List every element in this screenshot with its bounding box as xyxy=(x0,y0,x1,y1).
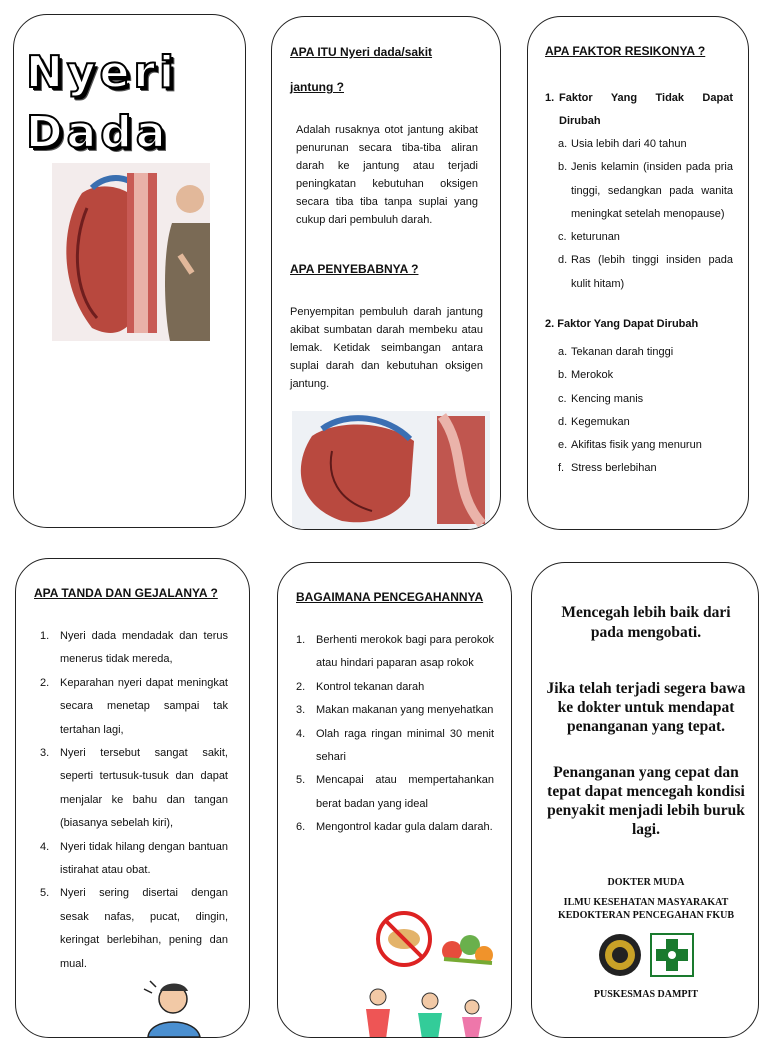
apa-itu-panel xyxy=(271,16,501,530)
apa-itu-heading-line1: APA ITU Nyeri dada/sakit xyxy=(290,45,433,59)
list-item: f. Stress berlebihan xyxy=(558,462,657,475)
list-item: e. Akifitas fisik yang menurun xyxy=(558,439,702,452)
pencegahan-heading: BAGAIMANA PENCEGAHANNYA xyxy=(296,590,484,604)
penutup-text-2: Jika telah terjadi segera bawa ke dokter untuk mendapat penanganan yang tepat. xyxy=(546,680,746,735)
faktor-group2-label: Faktor Yang Dapat Dirubah xyxy=(557,318,699,330)
list-item: a. Usia lebih dari 40 tahun xyxy=(558,138,687,150)
list-item: 1. Nyeri dada mendadak dan terus menerus tidak mereda, xyxy=(40,630,228,666)
gejala-list xyxy=(40,625,228,976)
list-item: b. Merokok xyxy=(558,369,614,382)
faktor-group2-num: 2. xyxy=(545,318,555,330)
gejala-heading: APA TANDA DAN GEJALANYA ? xyxy=(34,586,218,600)
cover-panel xyxy=(13,14,246,528)
faktor-group1-num: 1. xyxy=(545,92,555,104)
list-item: c. Kencing manis xyxy=(558,392,644,405)
apa-itu-heading-line2: jantung ? xyxy=(290,80,344,94)
university-logo-icon xyxy=(598,933,642,977)
list-item: 2. Keparahan nyeri dapat meningkat secara menetap sampai tak tertahan lagi, xyxy=(40,676,228,736)
heart-artery-image xyxy=(292,411,490,529)
gejala-panel xyxy=(15,558,250,1038)
penutup-text-1: Mencegah lebih baik dari pada mengobati. xyxy=(561,604,731,641)
org-fkub: KEDOKTERAN PENCEGAHAN FKUB xyxy=(557,910,735,921)
org-dokter-muda: DOKTER MUDA xyxy=(607,877,685,888)
apa-itu-text: Adalah rusaknya otot jantung akibat penurunan secara tiba-tiba aliran darah ke jantung atau terjadi peningkatan kebutuhan oksigen secara tiba tiba tanpa suplai yang cukup dari pembuluh darah. xyxy=(296,124,478,226)
penutup-text-3: Penanganan yang cepat dan tepat dapat mencegah kondisi penyakit menjadi lebih buruk lagi. xyxy=(547,764,745,838)
list-item: d. Ras (lebih tinggi insiden pada kulit hitam) xyxy=(558,254,733,290)
list-item: 3. Makan makanan yang menyehatkan xyxy=(296,704,494,717)
pencegahan-panel xyxy=(277,562,512,1038)
faktor-group2-list xyxy=(558,341,733,481)
faktor-group1-line2: Dirubah xyxy=(559,115,601,127)
faktor-group1-title xyxy=(545,87,733,133)
no-junk-food-image xyxy=(374,909,500,973)
list-item: d. Kegemukan xyxy=(558,415,630,428)
faktor-group1-line1: Faktor Yang Tidak Dapat xyxy=(559,92,733,104)
list-item: 5. Nyeri sering disertai dengan sesak nafas, pucat, dingin, keringat berlebihan, pening dan mual. xyxy=(40,887,228,970)
org-ikm: ILMU KESEHATAN MASYARAKAT xyxy=(563,897,729,908)
list-item: 3. Nyeri tersebut sangat sakit, seperti tertusuk-tusuk dan dapat menjalar ke bahu dan tangan (biasanya sebelah kiri), xyxy=(40,747,228,830)
pencegahan-list xyxy=(296,629,494,840)
penyebab-text: Penyempitan pembuluh darah jantung akibat sumbatan darah membeku atau lemak. Ketidak seimbangan antara suplai darah dan kebutuhan oksigen jantung. xyxy=(290,306,483,390)
puskesmas-logo-icon xyxy=(650,933,694,977)
org-puskesmas: PUSKESMAS DAMPIT xyxy=(593,989,699,1000)
faktor-group2-title xyxy=(545,318,698,330)
cover-title-line2: Dada xyxy=(26,107,170,158)
list-item: 6. Mengontrol kadar gula dalam darah. xyxy=(296,821,493,834)
list-item: b. Jenis kelamin (insiden pada pria tinggi, sedangkan pada wanita meningkat setelah menopause) xyxy=(558,161,733,220)
list-item: c. keturunan xyxy=(558,231,620,244)
list-item: 4. Olah raga ringan minimal 30 menit sehari xyxy=(296,727,494,764)
cover-title-line1: Nyeri xyxy=(26,47,179,98)
heart-anatomy-image xyxy=(52,163,210,341)
people-exercising-image xyxy=(352,987,502,1038)
list-item: 2. Kontrol tekanan darah xyxy=(296,680,425,693)
list-item: a. Tekanan darah tinggi xyxy=(558,346,674,358)
list-item: 1. Berhenti merokok bagi para perokok atau hindari paparan asap rokok xyxy=(296,634,494,670)
penutup-panel xyxy=(531,562,759,1038)
list-item: 4. Nyeri tidak hilang dengan bantuan istirahat atau obat. xyxy=(40,840,228,877)
faktor-panel xyxy=(527,16,749,530)
faktor-heading: APA FAKTOR RESIKONYA ? xyxy=(545,44,706,58)
penyebab-heading: APA PENYEBABNYA ? xyxy=(290,262,419,276)
list-item: 5. Mencapai atau mempertahankan berat badan yang ideal xyxy=(296,774,494,810)
faktor-group1-list xyxy=(558,133,733,296)
man-in-pain-image xyxy=(128,977,218,1037)
